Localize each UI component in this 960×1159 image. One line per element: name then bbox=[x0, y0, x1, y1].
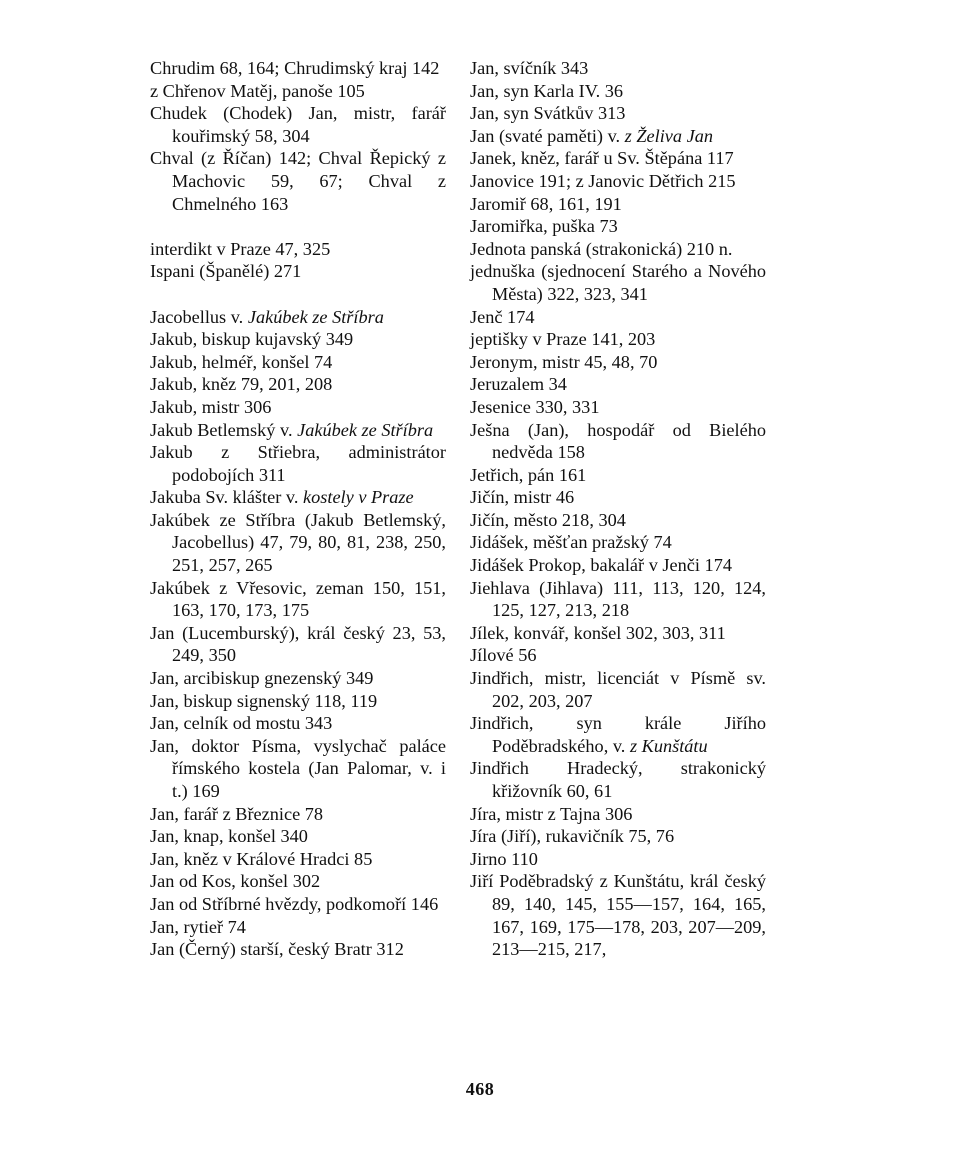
index-entry bbox=[150, 803, 446, 826]
index-entry bbox=[150, 509, 446, 577]
entry-text: Jan od Kos, konšel 302 bbox=[150, 871, 321, 892]
index-entry bbox=[150, 419, 446, 442]
entry-text: Ješna (Jan), hospodář od Bielého nedvěda 158 bbox=[470, 419, 766, 463]
index-entry bbox=[470, 396, 766, 419]
index-entry bbox=[150, 577, 446, 622]
index-entry bbox=[150, 80, 446, 103]
cross-reference: z Kunštátu bbox=[629, 735, 708, 756]
entry-text: Jeruzalem 34 bbox=[470, 374, 567, 395]
entry-text: Jan (svaté paměti) v. bbox=[470, 125, 625, 146]
cross-reference: z Želiva Jan bbox=[624, 125, 714, 146]
index-entry bbox=[470, 147, 766, 170]
entry-text: Jaromiř 68, 161, 191 bbox=[470, 193, 622, 214]
index-column-left bbox=[150, 57, 446, 961]
cross-reference: Jakúbek ze Stříbra bbox=[297, 419, 434, 440]
entry-text: Jičín, mistr 46 bbox=[470, 487, 575, 508]
index-entry bbox=[470, 803, 766, 826]
entry-text: Jakub, mistr 306 bbox=[150, 396, 272, 417]
entry-text: Jakub, helméř, konšel 74 bbox=[150, 351, 333, 372]
entry-text: Jan, farář z Březnice 78 bbox=[150, 803, 324, 824]
index-entry bbox=[470, 306, 766, 329]
entry-text: Jíra (Jiří), rukavičník 75, 76 bbox=[470, 826, 675, 847]
index-entry bbox=[470, 577, 766, 622]
index-entry bbox=[150, 848, 446, 871]
index-entry bbox=[470, 848, 766, 871]
entry-text: Jindřich, mistr, licenciát v Písmě sv. 202, 203, 207 bbox=[470, 668, 766, 711]
index-entry bbox=[470, 509, 766, 532]
index-entry bbox=[150, 57, 446, 80]
entry-text: Jíra, mistr z Tajna 306 bbox=[470, 803, 633, 824]
index-entry bbox=[470, 102, 766, 125]
index-entry bbox=[470, 419, 766, 464]
index-entry bbox=[150, 825, 446, 848]
entry-text: Jakub, kněz 79, 201, 208 bbox=[150, 374, 333, 395]
index-entry bbox=[470, 622, 766, 645]
index-entry bbox=[470, 757, 766, 802]
index-entry bbox=[150, 102, 446, 147]
entry-text: Jiří Poděbradský z Kunštátu, král český 89, 140, 145, 155—157, 164, 165, 167, 169, 175—178, 203, 207—209, 213—215, 217, bbox=[470, 871, 766, 960]
entry-text: Jan, syn Karla IV. 36 bbox=[470, 80, 623, 101]
entry-text: Jirno 110 bbox=[470, 848, 538, 869]
entry-text: Jetřich, pán 161 bbox=[470, 464, 587, 485]
entry-text: Jacobellus v. bbox=[150, 306, 248, 327]
index-entry bbox=[470, 125, 766, 148]
entry-text: Jidášek Prokop, bakalář v Jenči 174 bbox=[470, 555, 732, 576]
entry-text: Chval (z Říčan) 142; Chval Řepický z Machovic 59, 67; Chval z Chmelného 163 bbox=[150, 148, 446, 214]
entry-text: Jidášek, měšťan pražský 74 bbox=[470, 532, 672, 553]
index-entry bbox=[470, 667, 766, 712]
index-entry bbox=[150, 486, 446, 509]
entry-text: Jan, knap, konšel 340 bbox=[150, 826, 308, 847]
entry-text: Jan, arcibiskup gnezenský 349 bbox=[150, 668, 374, 689]
entry-text: Jan (Lucemburský), král český 23, 53, 249, 350 bbox=[150, 622, 446, 666]
entry-text: Chudek (Chodek) Jan, mistr, farář kouřimský 58, 304 bbox=[150, 103, 446, 146]
index-entry bbox=[470, 193, 766, 216]
entry-text: Jičín, město 218, 304 bbox=[470, 509, 626, 530]
entry-text: jednuška (sjednocení Starého a Nového Města) 322, 323, 341 bbox=[470, 261, 766, 304]
index-entry bbox=[470, 328, 766, 351]
index-entry bbox=[150, 328, 446, 351]
entry-text: Jan, svíčník 343 bbox=[470, 58, 589, 78]
index-entry bbox=[150, 260, 446, 283]
entry-text: Janek, kněz, farář u Sv. Štěpána 117 bbox=[470, 148, 734, 169]
index-entry bbox=[150, 893, 446, 916]
entry-text: jeptišky v Praze 141, 203 bbox=[470, 329, 656, 350]
index-entry bbox=[150, 147, 446, 215]
entry-text: Jan, kněz v Králové Hradci 85 bbox=[150, 848, 373, 869]
index-entry bbox=[150, 396, 446, 419]
entry-text: Jan od Stříbrné hvězdy, podkomoří 146 bbox=[150, 893, 439, 914]
index-entry bbox=[470, 215, 766, 238]
entry-text: Jan (Černý) starší, český Bratr 312 bbox=[150, 939, 404, 960]
entry-text: Chrudim 68, 164; Chrudimský kraj 142 bbox=[150, 58, 440, 78]
entry-text: Jakúbek ze Stříbra (Jakub Betlemský, Jacobellus) 47, 79, 80, 81, 238, 250, 251, 257, 265 bbox=[150, 509, 446, 576]
index-entry bbox=[470, 170, 766, 193]
index-entry bbox=[150, 622, 446, 667]
index-entry bbox=[470, 531, 766, 554]
entry-text: Jan, biskup signenský 118, 119 bbox=[150, 690, 378, 711]
entry-text: Jesenice 330, 331 bbox=[470, 396, 600, 417]
entry-text: Ispani (Španělé) 271 bbox=[150, 261, 302, 282]
entry-text: Jakub, biskup kujavský 349 bbox=[150, 329, 354, 350]
index-entry bbox=[150, 667, 446, 690]
page-number: 468 bbox=[465, 1079, 495, 1099]
index-entry bbox=[150, 351, 446, 374]
entry-gap bbox=[150, 283, 446, 306]
index-entry bbox=[470, 373, 766, 396]
entry-text: Jakuba Sv. klášter v. bbox=[150, 487, 303, 508]
entry-text: Jednota panská (strakonická) 210 n. bbox=[470, 238, 733, 259]
index-entry bbox=[470, 57, 766, 80]
index-entry bbox=[470, 554, 766, 577]
index-entry bbox=[150, 712, 446, 735]
index-entry bbox=[470, 351, 766, 374]
index-entry bbox=[150, 441, 446, 486]
index-entry bbox=[150, 690, 446, 713]
entry-text: Jílové 56 bbox=[470, 645, 537, 666]
index-entry bbox=[470, 870, 766, 960]
index-entry bbox=[470, 486, 766, 509]
entry-text: Jan, syn Svátkův 313 bbox=[470, 103, 626, 124]
entry-text: Jenč 174 bbox=[470, 306, 535, 327]
entry-text: Jeronym, mistr 45, 48, 70 bbox=[470, 351, 658, 372]
index-column-right bbox=[470, 57, 766, 961]
index-entry bbox=[470, 260, 766, 305]
entry-text: Jiehlava (Jihlava) 111, 113, 120, 124, 125, 127, 213, 218 bbox=[470, 577, 766, 621]
entry-text: Jan, celník od mostu 343 bbox=[150, 713, 333, 734]
cross-reference: kostely v Praze bbox=[303, 487, 414, 508]
entry-text: Jakúbek z Vřesovic, zeman 150, 151, 163, 170, 173, 175 bbox=[150, 577, 446, 621]
entry-text: Jindřich, syn krále Jiřího Poděbradského, v. bbox=[470, 713, 766, 756]
index-entry bbox=[150, 916, 446, 939]
entry-text: z Chřenov Matěj, panoše 105 bbox=[150, 80, 365, 101]
entry-text: Jan, rytieř 74 bbox=[150, 916, 246, 937]
entry-text: Jakub Betlemský v. bbox=[150, 419, 298, 440]
entry-text: Jaromiřka, puška 73 bbox=[470, 216, 618, 237]
index-entry bbox=[150, 238, 446, 261]
entry-text: Jan, doktor Písma, vyslychač paláce římského kostela (Jan Palomar, v. i t.) 169 bbox=[150, 735, 446, 801]
index-entry bbox=[470, 464, 766, 487]
index-entry bbox=[150, 735, 446, 803]
entry-text: Jakub z Střiebra, administrátor podobojích 311 bbox=[150, 442, 446, 485]
index-entry bbox=[150, 870, 446, 893]
index-entry bbox=[150, 373, 446, 396]
index-entry bbox=[470, 80, 766, 103]
index-entry bbox=[470, 644, 766, 667]
index-entry bbox=[150, 306, 446, 329]
entry-text: Jindřich Hradecký, strakonický křižovník 60, 61 bbox=[470, 758, 766, 801]
index-entry bbox=[470, 238, 766, 261]
entry-text: interdikt v Praze 47, 325 bbox=[150, 238, 331, 259]
index-entry bbox=[470, 712, 766, 757]
entry-text: Jílek, konvář, konšel 302, 303, 311 bbox=[470, 622, 726, 643]
entry-gap bbox=[150, 215, 446, 238]
cross-reference: Jakúbek ze Stříbra bbox=[247, 306, 384, 327]
index-entry bbox=[470, 825, 766, 848]
index-entry bbox=[150, 938, 446, 961]
entry-text: Janovice 191; z Janovic Dětřich 215 bbox=[470, 170, 736, 191]
